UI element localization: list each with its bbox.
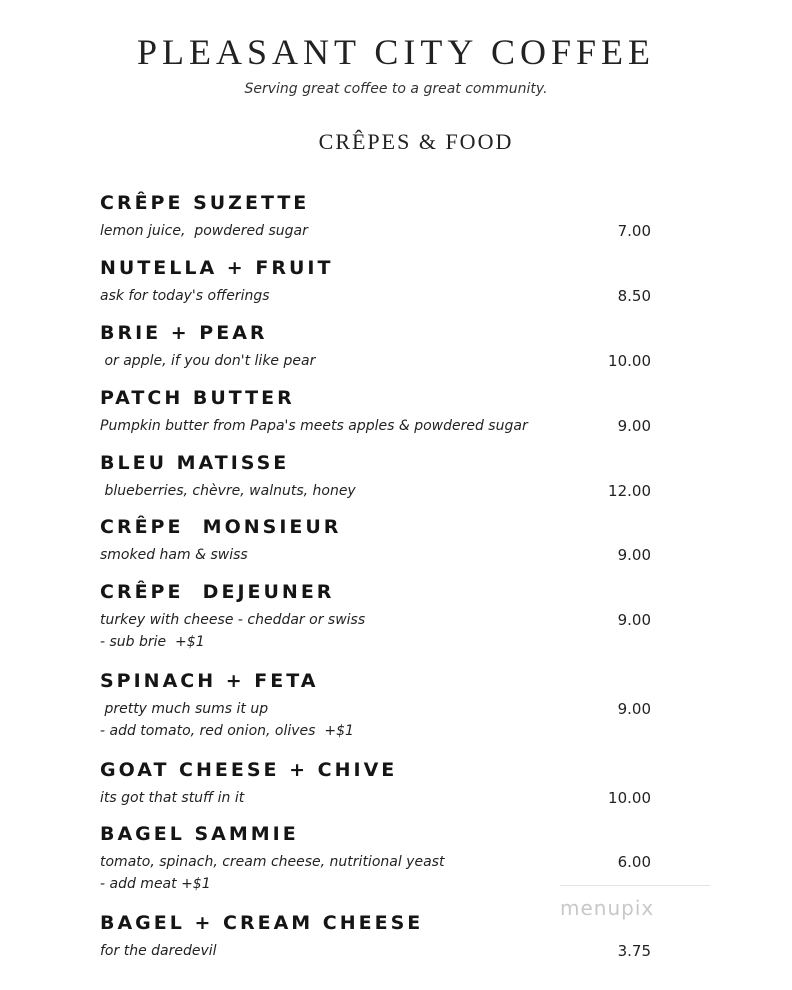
item-description: for the daredevil [100, 943, 217, 959]
menu-item-crepe-monsieur [100, 514, 660, 566]
watermark-logo: menupix [560, 896, 655, 920]
item-description: tomato, spinach, cream cheese, nutritional yeast - add meat +$1 [100, 854, 445, 892]
menu-item-crepe-dejeuner [100, 579, 660, 653]
item-description: smoked ham & swiss [100, 547, 248, 563]
menu-item-spinach-feta [100, 668, 660, 742]
item-description: its got that stuff in it [100, 790, 245, 806]
item-description: Pumpkin butter from Papa's meets apples & powdered sugar [100, 418, 528, 434]
menu-item-crepe-suzette [100, 190, 660, 242]
item-description: turkey with cheese - cheddar or swiss - sub brie +$1 [100, 612, 366, 650]
item-name: BAGEL + CREAM CHEESE [100, 912, 424, 934]
menu-item-bagel-sammie [100, 821, 660, 895]
item-description: or apple, if you don't like pear [100, 353, 316, 369]
item-price: 3.75 [617, 942, 651, 960]
menu-item-brie-pear [100, 320, 660, 372]
item-price: 10.00 [608, 789, 651, 807]
item-price: 7.00 [617, 222, 651, 240]
item-name: BRIE + PEAR [100, 322, 268, 344]
item-name: PATCH BUTTER [100, 387, 295, 409]
item-name: SPINACH + FETA [100, 670, 319, 692]
item-price: 9.00 [617, 700, 651, 718]
item-price: 12.00 [608, 482, 651, 500]
item-price: 9.00 [617, 611, 651, 629]
item-price: 6.00 [617, 853, 651, 871]
item-description: blueberries, chèvre, walnuts, honey [100, 483, 356, 499]
item-description: ask for today's offerings [100, 288, 270, 304]
item-name: BLEU MATISSE [100, 452, 290, 474]
item-price: 8.50 [617, 287, 651, 305]
item-name: BAGEL SAMMIE [100, 823, 299, 845]
item-name: GOAT CHEESE + CHIVE [100, 759, 398, 781]
item-price: 9.00 [617, 417, 651, 435]
item-name: CRÊPE SUZETTE [100, 192, 310, 214]
menu-item-nutella-fruit [100, 255, 660, 307]
item-description: lemon juice, powdered sugar [100, 223, 308, 239]
item-name: CRÊPE DEJEUNER [100, 581, 335, 603]
menu-item-bleu-matisse [100, 450, 660, 502]
item-name: CRÊPE MONSIEUR [100, 516, 342, 538]
menu-title: PLEASANT CITY COFFEE [136, 32, 656, 72]
watermark-divider [560, 885, 710, 886]
item-description: pretty much sums it up - add tomato, red onion, olives +$1 [100, 701, 354, 739]
menu-tagline: Serving great coffee to a great community. [244, 81, 548, 97]
item-price: 9.00 [617, 546, 651, 564]
section-heading: CRÊPES & FOOD [318, 129, 514, 154]
item-name: NUTELLA + FRUIT [100, 257, 334, 279]
menu-item-patch-butter [100, 385, 660, 437]
item-price: 10.00 [608, 352, 651, 370]
menu-item-goat-cheese-chive [100, 757, 660, 809]
